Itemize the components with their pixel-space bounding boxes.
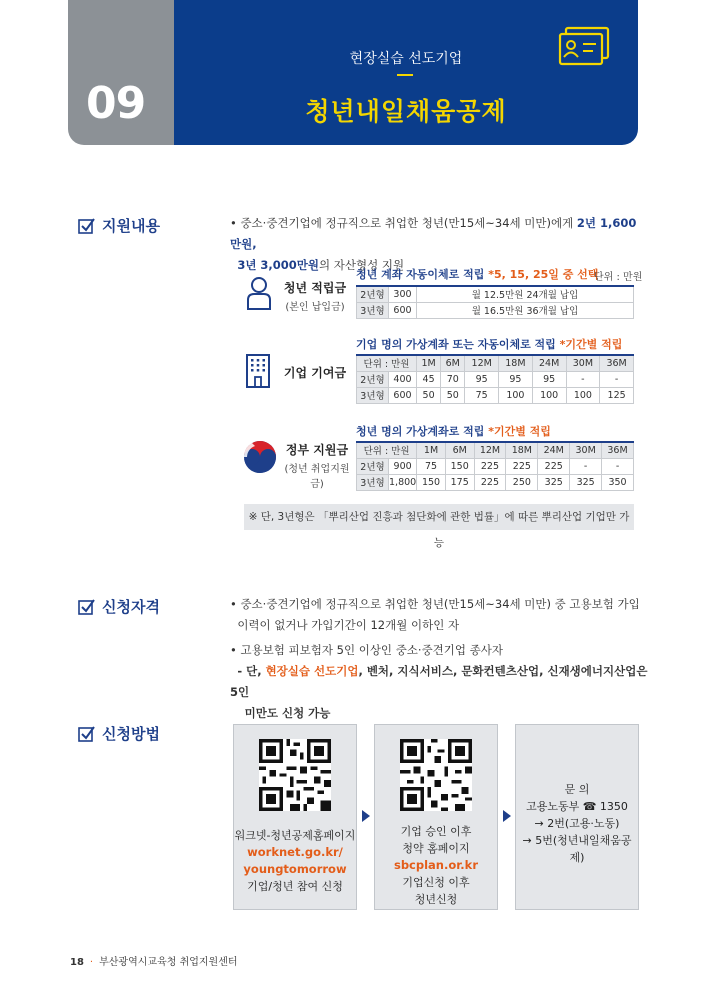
footer-org: 부산광역시교육청 취업지원센터 — [99, 957, 238, 968]
eligibility-b2-line3: 미만도 신청 가능 — [244, 706, 331, 720]
gov-support-title: 정부 지원금 — [285, 443, 349, 457]
table-header-row — [357, 355, 634, 371]
table-cell: 325 — [570, 474, 602, 490]
government-emblem-icon — [243, 440, 277, 474]
table-header: 18M — [506, 442, 538, 458]
worknet-link-path[interactable]: youngtomorrow — [243, 862, 347, 876]
table-header: 단위 : 만원 — [357, 442, 417, 458]
eligibility-b1-line2: 이력이 없거나 가입기간이 12개월 이하인 자 — [237, 618, 460, 632]
company-table-note: *기간별 적립 — [559, 338, 623, 351]
table-header: 24M — [538, 442, 570, 458]
company-contribution-title: 기업 기여금 — [283, 366, 347, 380]
method-step-worknet — [233, 724, 357, 910]
table-cell: 325 — [538, 474, 570, 490]
company-contribution-label — [280, 364, 350, 381]
table-cell: - — [600, 371, 634, 387]
root-industry-note: ※ 단, 3년형은 「뿌리산업 진흥과 첨단화에 관한 법률」에 따른 뿌리산업 기업만 가능 — [244, 504, 634, 530]
table-cell: 225 — [538, 458, 570, 474]
method-step-text: 청년신청 — [414, 893, 458, 906]
gov-table-title — [356, 423, 551, 439]
section-number-block — [68, 0, 174, 145]
table-row — [357, 474, 634, 490]
method-step-text: 청약 홈페이지 — [402, 842, 470, 855]
table-cell: 150 — [417, 474, 446, 490]
youth-table — [356, 285, 634, 319]
gov-support-sub: (청년 취업지원금) — [284, 464, 350, 490]
table-header: 1M — [417, 355, 441, 371]
gov-support-label — [278, 441, 356, 490]
table-cell: 250 — [506, 474, 538, 490]
section-label-text: 신청자격 — [102, 598, 160, 616]
youth-table-title — [356, 266, 598, 282]
contact-step: → 2번(고용·노동) — [534, 817, 620, 830]
eligibility-bullet-2: • 고용보험 피보험자 5인 이상인 중소·중견기업 종사자 - 단, 현장실습 선도기업, 벤처, 지식서비스, 문화컨텐츠산업, 신재생에너지산업은 5인 미만도 신청 가능 — [230, 643, 648, 720]
table-cell: - — [602, 458, 634, 474]
page-title: 청년내일채움공제 — [305, 97, 507, 126]
table-header: 6M — [441, 355, 465, 371]
table-cell: 50 — [417, 387, 441, 403]
table-cell: 100 — [566, 387, 600, 403]
table-header: 6M — [445, 442, 474, 458]
table-cell: 225 — [474, 458, 506, 474]
method-contact-box — [515, 724, 639, 910]
contact-phone[interactable]: 고용노동부 ☎ 1350 — [526, 800, 628, 813]
table-cell: 50 — [441, 387, 465, 403]
table-cell: 350 — [602, 474, 634, 490]
support-intro: • 중소·중견기업에 정규직으로 취업한 청년(만15세~34세 미만)에게 2년 1,600만원, 3년 3,000만원의 자산형성 지원 — [230, 216, 637, 272]
table-cell: 3년형 — [357, 302, 389, 318]
qr-code-icon[interactable] — [259, 739, 331, 811]
method-step-text: 워크넷-청년공제홈페이지 — [234, 829, 356, 842]
section-label-text: 신청방법 — [102, 725, 160, 743]
support-amount-2yr: 2년 1,600만원, — [230, 216, 637, 251]
eligibility-b2-post: , 벤처, 지식서비스, 문화컨텐츠산업, 신재생에너지산업은 5인 — [230, 664, 648, 699]
youth-savings-sub: (본인 납입금) — [285, 302, 345, 313]
eligibility-bullet-1: • 중소·중견기업에 정규직으로 취업한 청년(만15세~34세 미만) 중 고용보험 가입 이력이 없거나 가입기간이 12개월 이하인 자 — [230, 597, 640, 632]
table-row — [357, 371, 634, 387]
company-table — [356, 354, 634, 404]
gov-table — [356, 441, 634, 491]
building-icon — [246, 354, 270, 388]
youth-savings-label — [280, 279, 350, 313]
checkbox-icon — [78, 598, 96, 616]
company-table-title — [356, 336, 622, 352]
table-cell: 95 — [532, 371, 566, 387]
table-cell: 175 — [445, 474, 474, 490]
gov-table-title-text: 청년 명의 가상계좌로 적립 — [356, 425, 489, 438]
table-cell: 300 — [389, 286, 417, 302]
arrow-right-icon — [503, 810, 511, 822]
id-card-icon — [558, 26, 610, 68]
table-cell: 45 — [417, 371, 441, 387]
table-cell: 225 — [474, 474, 506, 490]
table-cell: 3년형 — [357, 387, 389, 403]
sbcplan-link[interactable]: sbcplan.or.kr — [393, 858, 478, 872]
table-header: 24M — [532, 355, 566, 371]
eligibility-b1-line1: 중소·중견기업에 정규직으로 취업한 청년(만15세~34세 미만) 중 고용보험 가입 — [240, 597, 640, 611]
method-step-sbcplan-text — [375, 823, 497, 908]
section-label-support — [78, 215, 160, 236]
worknet-link[interactable]: worknet.go.kr/ — [247, 845, 343, 859]
section-label-eligibility — [78, 596, 160, 617]
table-cell: 600 — [389, 302, 417, 318]
table-cell: 100 — [532, 387, 566, 403]
table-header: 30M — [566, 355, 600, 371]
page-number: 18 — [70, 957, 84, 968]
table-header-row — [357, 442, 634, 458]
table-row — [357, 458, 634, 474]
eligibility-b2-pre: - 단, — [237, 664, 266, 678]
table-cell: 95 — [499, 371, 533, 387]
table-cell: 70 — [441, 371, 465, 387]
eligibility-b2-highlight: 현장실습 선도기업 — [265, 664, 359, 678]
support-amount-3yr: 3년 3,000만원 — [237, 258, 320, 272]
table-cell: 3년형 — [357, 474, 389, 490]
arrow-right-icon — [362, 810, 370, 822]
person-icon — [246, 276, 276, 310]
table-cell: - — [566, 371, 600, 387]
footer-separator: · — [89, 957, 94, 968]
table-row — [357, 302, 634, 318]
table-cell: 125 — [600, 387, 634, 403]
table-cell: 600 — [389, 387, 417, 403]
table-cell: 2년형 — [357, 458, 389, 474]
table-cell: 900 — [389, 458, 417, 474]
table-cell: 1,800 — [389, 474, 417, 490]
header-subtitle: 현장실습 선도기업 — [349, 51, 463, 67]
table-header: 12M — [474, 442, 506, 458]
table-header: 30M — [570, 442, 602, 458]
contact-text — [516, 781, 638, 866]
method-step-text: 기업/청년 참여 신청 — [247, 880, 343, 893]
table-header: 12M — [465, 355, 499, 371]
method-step-text: 기업신청 이후 — [402, 876, 470, 889]
contact-step: → 5번(청년내일채움공제) — [522, 834, 632, 864]
table-cell: 100 — [499, 387, 533, 403]
method-step-sbcplan — [374, 724, 498, 910]
page-footer — [70, 953, 238, 968]
table-row — [357, 286, 634, 302]
gov-table-note: *기간별 적립 — [488, 425, 551, 438]
youth-table-title-text: 청년 계좌 자동이체로 적립 — [356, 268, 489, 281]
method-step-worknet-text — [234, 827, 356, 895]
table-cell: 400 — [389, 371, 417, 387]
table-cell: 95 — [465, 371, 499, 387]
table-header: 1M — [417, 442, 446, 458]
qr-code-icon[interactable] — [400, 739, 472, 811]
method-step-text: 기업 승인 이후 — [400, 825, 472, 838]
table-header: 36M — [600, 355, 634, 371]
checkbox-icon — [78, 217, 96, 235]
header-banner — [174, 0, 638, 145]
table-cell: 225 — [506, 458, 538, 474]
section-label-method — [78, 723, 160, 744]
section-number: 09 — [86, 78, 146, 129]
table-cell: 월 12.5만원 24개월 납입 — [417, 286, 634, 302]
section-label-text: 지원내용 — [102, 217, 160, 235]
table-header: 18M — [499, 355, 533, 371]
checkbox-icon — [78, 725, 96, 743]
youth-table-unit: 단위 : 만원 — [594, 272, 643, 283]
table-cell: 2년형 — [357, 286, 389, 302]
table-cell: - — [570, 458, 602, 474]
table-cell: 월 16.5만원 36개월 납입 — [417, 302, 634, 318]
header-divider — [397, 74, 413, 76]
table-row — [357, 387, 634, 403]
contact-title: 문 의 — [564, 783, 590, 796]
table-cell: 2년형 — [357, 371, 389, 387]
table-header: 36M — [602, 442, 634, 458]
support-intro-text: 중소·중견기업에 정규직으로 취업한 청년(만15세~34세 미만)에게 — [240, 216, 577, 230]
table-cell: 75 — [417, 458, 446, 474]
support-intro-end: 의 자산형성 지원 — [319, 258, 405, 272]
eligibility-b2-line1: 고용보험 피보험자 5인 이상인 중소·중견기업 종사자 — [240, 643, 503, 657]
table-cell: 75 — [465, 387, 499, 403]
table-cell: 150 — [445, 458, 474, 474]
youth-savings-title: 청년 적립금 — [283, 281, 347, 295]
youth-table-note: *5, 15, 25일 중 선택 — [488, 268, 599, 281]
table-header: 단위 : 만원 — [357, 355, 417, 371]
company-table-title-text: 기업 명의 가상계좌 또는 자동이체로 적립 — [356, 338, 560, 351]
